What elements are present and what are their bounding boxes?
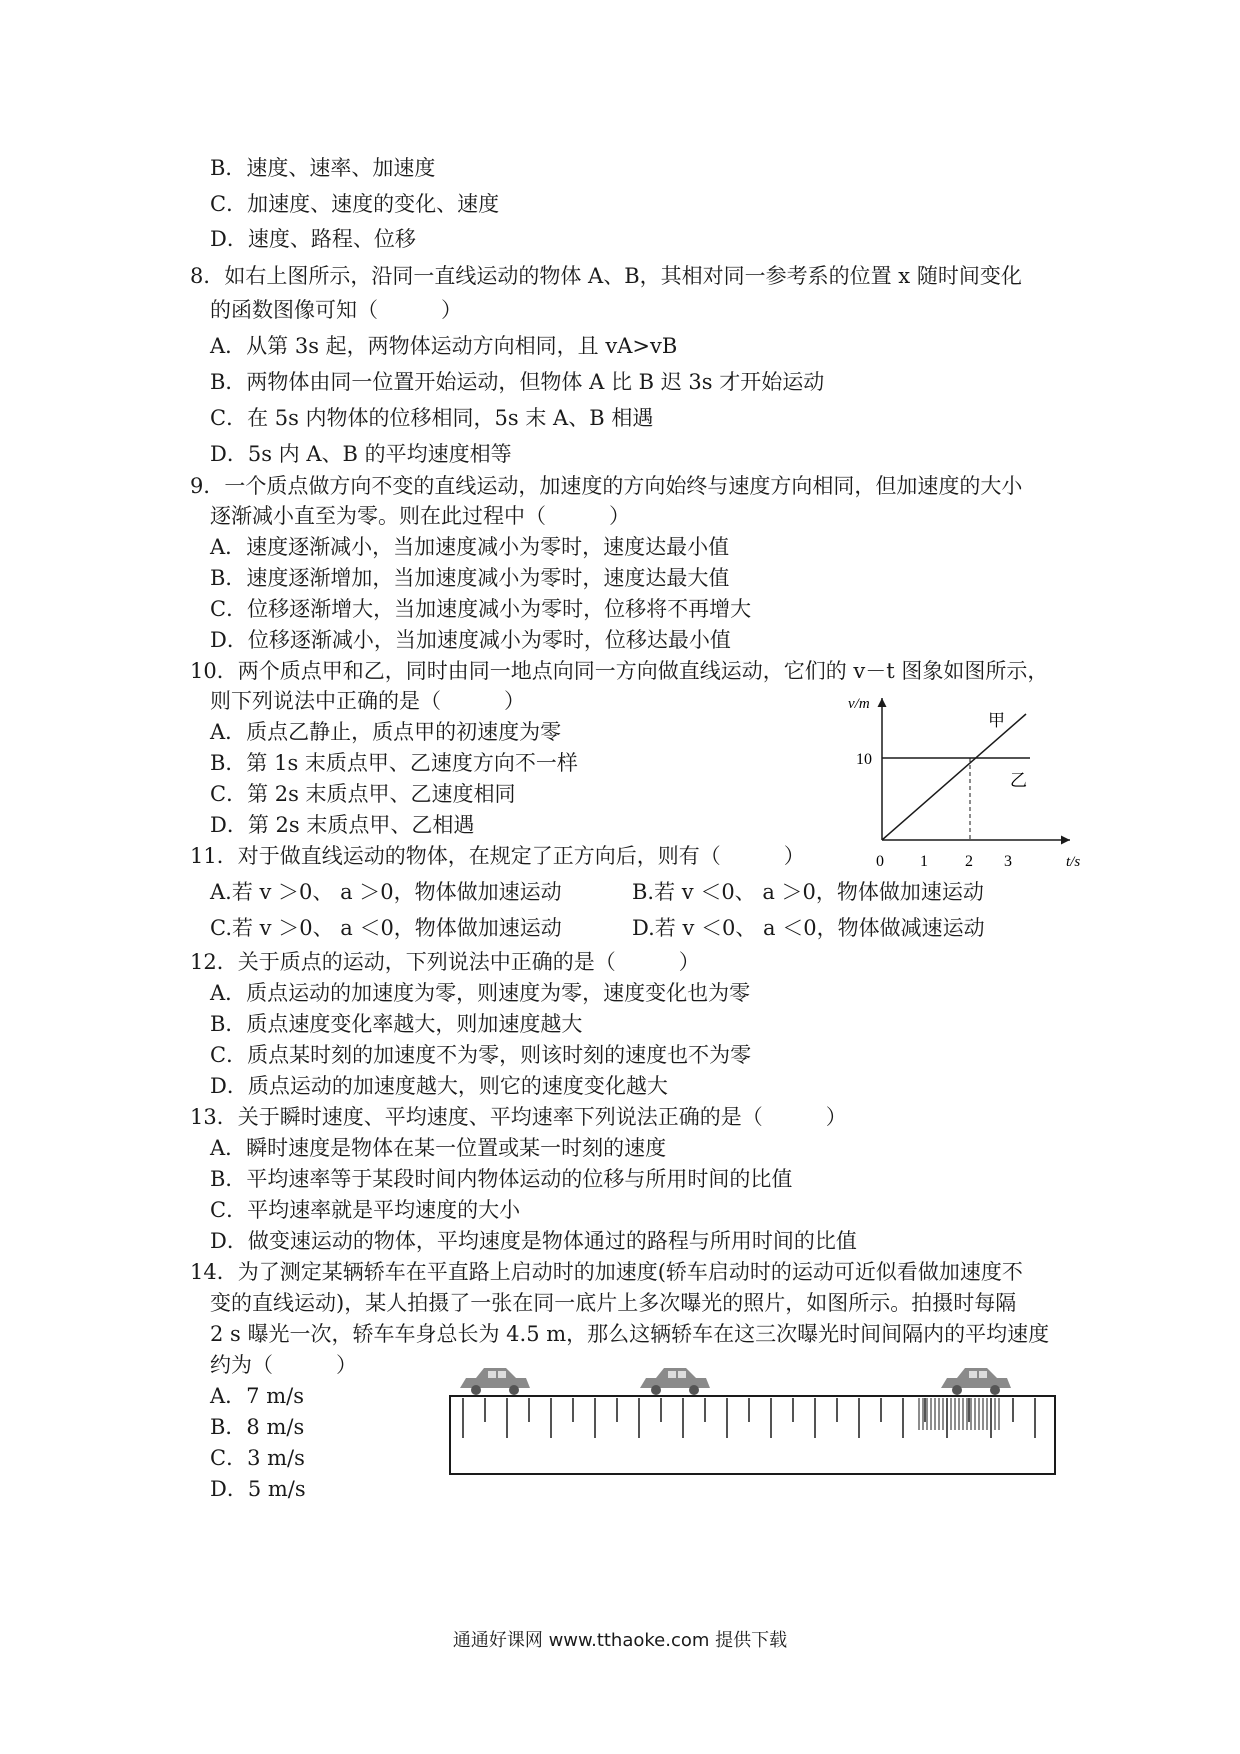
q11-option-c: C.若 v ＞0、 a ＜0，物体做加速运动 bbox=[210, 916, 562, 940]
q13-option-b: B．平均速率等于某段时间内物体运动的位移与所用时间的比值 bbox=[210, 1167, 793, 1191]
option-d: D．速度、路程、位移 bbox=[210, 227, 416, 251]
vt-graph bbox=[840, 690, 1100, 870]
line-jia bbox=[882, 714, 1026, 840]
q13-option-c: C．平均速率就是平均速度的大小 bbox=[210, 1198, 521, 1222]
q11-option-d: D.若 v ＜0、 a ＜0，物体做减速运动 bbox=[632, 916, 985, 940]
q9-option-b: B．速度逐渐增加，当加速度减小为零时，速度达最大值 bbox=[210, 566, 730, 590]
q10-stem-cont: 则下列说法中正确的是（ ） bbox=[210, 689, 525, 713]
x-tick-1: 1 bbox=[920, 853, 928, 870]
car-window bbox=[969, 1371, 977, 1378]
q14-option-d: D．5 m/s bbox=[210, 1477, 306, 1501]
q8-option-d: D．5s 内 A、B 的平均速度相等 bbox=[210, 442, 512, 466]
q11-option-b: B.若 v ＜0、 a ＞0，物体做加速运动 bbox=[632, 880, 984, 904]
x-tick-0: 0 bbox=[876, 853, 884, 870]
car-window bbox=[678, 1371, 686, 1378]
label-yi: 乙 bbox=[1010, 771, 1027, 790]
car-icon bbox=[941, 1368, 1011, 1395]
car-wheel bbox=[651, 1385, 661, 1395]
q10-stem: 10．两个质点甲和乙，同时由同一地点向同一方向做直线运动，它们的 v－t 图象如图所示， bbox=[190, 659, 1049, 683]
q8-option-c: C．在 5s 内物体的位移相同，5s 末 A、B 相遇 bbox=[210, 406, 654, 430]
x-axis-label: t/s bbox=[1066, 854, 1081, 870]
q9-option-c: C．位移逐渐增大，当加速度减小为零时，位移将不再增大 bbox=[210, 597, 752, 621]
option-b: B．速度、速率、加速度 bbox=[210, 156, 436, 180]
q14-stem: 14．为了测定某辆轿车在平直路上启动时的加速度(轿车启动时的运动可近似看做加速度不 bbox=[190, 1260, 1023, 1284]
q10-option-c: C．第 2s 末质点甲、乙速度相同 bbox=[210, 782, 516, 806]
y-axis-label: v/m bbox=[848, 696, 870, 712]
footer-credit: 通通好课网 www.tthaoke.com 提供下载 bbox=[452, 1630, 788, 1651]
car-window bbox=[498, 1371, 506, 1378]
q9-option-a: A．速度逐渐减小，当加速度减小为零时，速度达最小值 bbox=[210, 535, 730, 559]
q12-option-a: A．质点运动的加速度为零，则速度为零，速度变化也为零 bbox=[210, 981, 751, 1005]
q8-option-b: B．两物体由同一位置开始运动，但物体 A 比 B 迟 3s 才开始运动 bbox=[210, 370, 825, 394]
q12-option-b: B．质点速度变化率越大，则加速度越大 bbox=[210, 1012, 583, 1036]
q13-option-d: D．做变速运动的物体，平均速度是物体通过的路程与所用时间的比值 bbox=[210, 1229, 857, 1253]
q8-stem-cont: 的函数图像可知（ ） bbox=[210, 298, 462, 322]
q11-stem: 11．对于做直线运动的物体，在规定了正方向后，则有（ ） bbox=[190, 844, 805, 868]
car-wheel bbox=[990, 1385, 1000, 1395]
q9-option-d: D．位移逐渐减小，当加速度减小为零时，位移达最小值 bbox=[210, 628, 731, 652]
y-tick-10: 10 bbox=[856, 751, 872, 768]
ruler bbox=[450, 1396, 1055, 1474]
car-wheel bbox=[509, 1385, 519, 1395]
q14-stem-cont-2: 2 s 曝光一次，轿车车身总长为 4.5 m，那么这辆轿车在这三次曝光时间间隔内的平均速度 bbox=[210, 1322, 1050, 1346]
q9-stem-cont: 逐渐减小直至为零。则在此过程中（ ） bbox=[210, 504, 630, 528]
car-window bbox=[979, 1371, 987, 1378]
q14-option-c: C．3 m/s bbox=[210, 1446, 305, 1470]
q11-option-a: A.若 v ＞0、 a ＞0，物体做加速运动 bbox=[210, 880, 562, 904]
q8-stem: 8．如右上图所示，沿同一直线运动的物体 A、B，其相对同一参考系的位置 x 随时间变化 bbox=[190, 264, 1022, 288]
car-wheel bbox=[689, 1385, 699, 1395]
car-ruler-diagram bbox=[445, 1364, 1065, 1484]
q12-option-d: D．质点运动的加速度越大，则它的速度变化越大 bbox=[210, 1074, 668, 1098]
label-jia: 甲 bbox=[988, 711, 1005, 730]
x-tick-3: 3 bbox=[1004, 853, 1012, 870]
car-window bbox=[488, 1371, 496, 1378]
car-wheel bbox=[471, 1385, 481, 1395]
q13-stem: 13．关于瞬时速度、平均速度、平均速率下列说法正确的是（ ） bbox=[190, 1105, 847, 1129]
q14-option-a: A．7 m/s bbox=[210, 1384, 304, 1408]
car-wheel bbox=[952, 1385, 962, 1395]
q10-option-a: A．质点乙静止，质点甲的初速度为零 bbox=[210, 720, 562, 744]
option-c: C．加速度、速度的变化、速度 bbox=[210, 192, 500, 216]
q14-stem-cont-1: 变的直线运动)，某人拍摄了一张在同一底片上多次曝光的照片，如图所示。拍摄时每隔 bbox=[210, 1291, 1017, 1315]
q13-option-a: A．瞬时速度是物体在某一位置或某一时刻的速度 bbox=[210, 1136, 667, 1160]
x-tick-2: 2 bbox=[965, 853, 973, 870]
q12-stem: 12．关于质点的运动，下列说法中正确的是（ ） bbox=[190, 950, 700, 974]
car-icon bbox=[640, 1368, 710, 1395]
q12-option-c: C．质点某时刻的加速度不为零，则该时刻的速度也不为零 bbox=[210, 1043, 752, 1067]
q10-option-b: B．第 1s 末质点甲、乙速度方向不一样 bbox=[210, 751, 578, 775]
q9-stem: 9．一个质点做方向不变的直线运动，加速度的方向始终与速度方向相同，但加速度的大小 bbox=[190, 474, 1023, 498]
q8-option-a: A．从第 3s 起，两物体运动方向相同，且 vA>vB bbox=[210, 334, 678, 358]
car-icon bbox=[460, 1368, 530, 1395]
car-window bbox=[668, 1371, 676, 1378]
q14-stem-cont-3: 约为（ ） bbox=[210, 1353, 357, 1377]
q14-option-b: B．8 m/s bbox=[210, 1415, 305, 1439]
q10-option-d: D．第 2s 末质点甲、乙相遇 bbox=[210, 813, 475, 837]
